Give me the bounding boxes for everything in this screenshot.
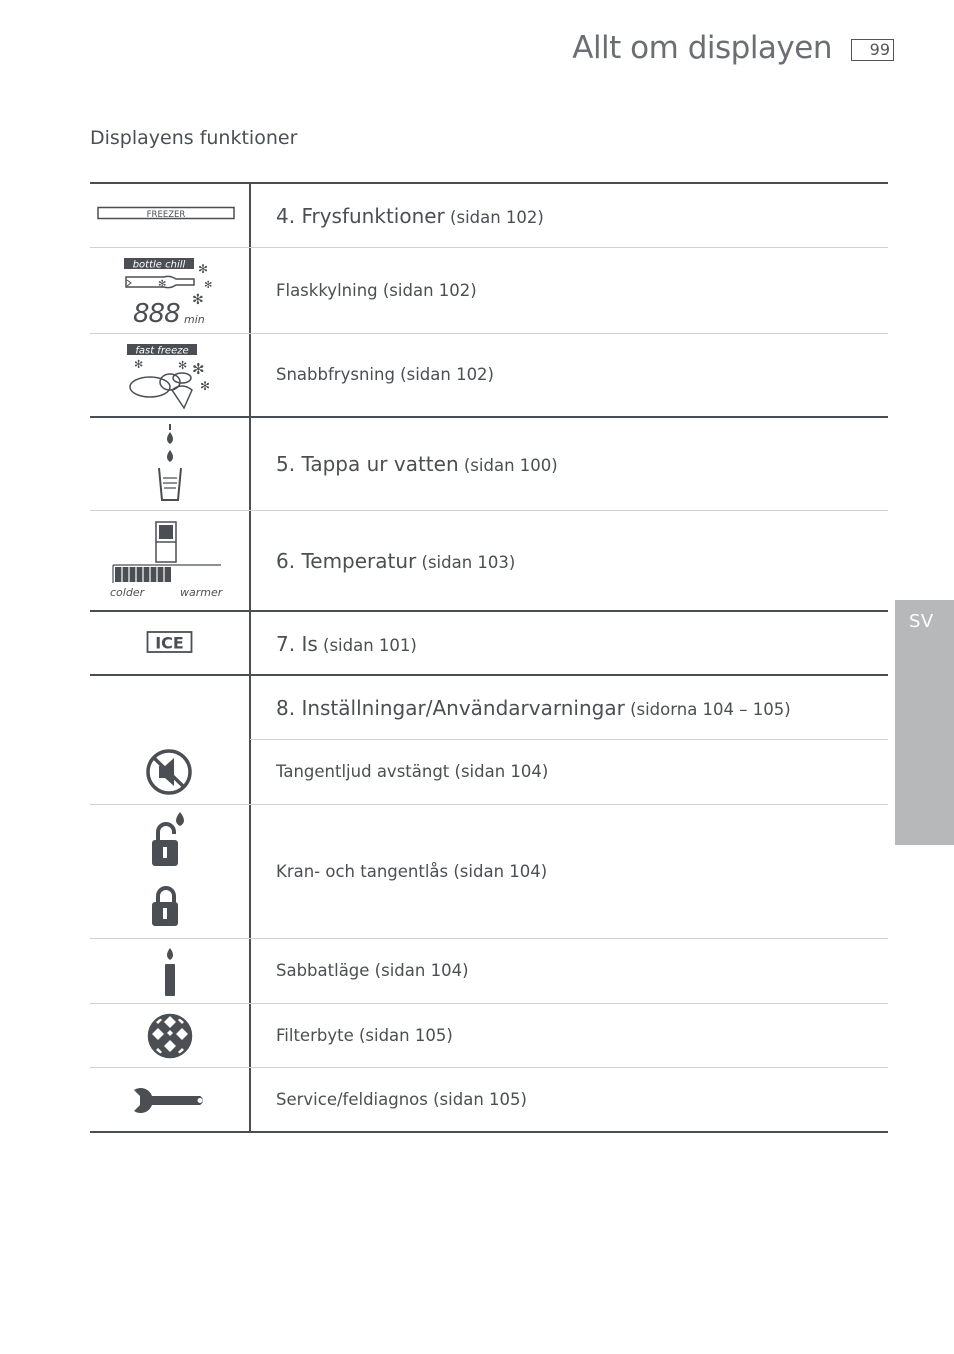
temperature-warmer-label: warmer bbox=[180, 586, 223, 599]
temperature-icon bbox=[106, 518, 236, 602]
bottle-chill-digits: 888 bbox=[133, 299, 180, 328]
bottle-chill-label: bottle chill bbox=[132, 259, 186, 271]
row-title: 6. Temperatur bbox=[276, 549, 417, 573]
row-ref: (sidan 100) bbox=[463, 456, 558, 475]
table-row bbox=[276, 961, 469, 980]
svg-text:✻: ✻ bbox=[192, 292, 204, 308]
ice-label: ICE bbox=[155, 633, 184, 653]
table-row bbox=[276, 1026, 453, 1045]
table-rule bbox=[90, 610, 888, 612]
table-rule bbox=[90, 1131, 888, 1133]
svg-text:✻: ✻ bbox=[178, 359, 188, 372]
table-rule bbox=[90, 674, 888, 676]
row-ref: Service/feldiagnos (sidan 105) bbox=[276, 1090, 527, 1109]
row-ref: (sidan 101) bbox=[323, 636, 417, 655]
fast-freeze-icon bbox=[124, 342, 220, 412]
svg-text:✻: ✻ bbox=[204, 280, 213, 291]
table-row bbox=[276, 452, 558, 476]
svg-text:✻: ✻ bbox=[200, 379, 211, 393]
table-rule bbox=[90, 804, 888, 805]
table-rule bbox=[90, 1003, 888, 1004]
freezer-label-icon bbox=[97, 206, 237, 222]
table-divider-vertical bbox=[249, 183, 251, 1132]
table-row bbox=[276, 862, 547, 881]
language-tab-label: SV bbox=[909, 611, 934, 632]
water-dispense-icon bbox=[154, 422, 186, 504]
ice-icon bbox=[146, 630, 194, 656]
page-title: Allt om displayen bbox=[572, 30, 832, 66]
bottle-chill-icon bbox=[120, 256, 220, 328]
table-row bbox=[276, 549, 515, 573]
table-row bbox=[276, 365, 494, 384]
section-title: Displayens funktioner bbox=[90, 127, 298, 149]
row-ref: Filterbyte (sidan 105) bbox=[276, 1026, 453, 1045]
row-ref: Kran- och tangentlås (sidan 104) bbox=[276, 862, 548, 881]
table-row bbox=[276, 696, 791, 720]
table-row bbox=[276, 204, 544, 228]
table-row bbox=[276, 762, 548, 781]
table-rule bbox=[90, 1067, 888, 1068]
table-rule bbox=[90, 247, 888, 248]
filter-icon bbox=[146, 1012, 194, 1060]
table-row bbox=[276, 632, 417, 656]
table-rule bbox=[250, 739, 888, 740]
svg-text:✻: ✻ bbox=[158, 279, 167, 290]
table-rule bbox=[90, 182, 888, 184]
language-tab bbox=[895, 600, 954, 845]
wrench-icon bbox=[130, 1086, 210, 1114]
row-ref: (sidan 102) bbox=[450, 208, 544, 227]
temperature-colder-label: colder bbox=[110, 586, 145, 599]
freezer-label-text: FREEZER bbox=[146, 210, 186, 220]
row-ref: Snabbfrysning (sidan 102) bbox=[276, 365, 494, 384]
row-title: 5. Tappa ur vatten bbox=[276, 452, 459, 476]
row-title: 4. Frysfunktioner bbox=[276, 204, 445, 228]
svg-text:✻: ✻ bbox=[192, 360, 205, 378]
lock-icon bbox=[148, 810, 192, 930]
row-ref: (sidorna 104 – 105) bbox=[630, 700, 791, 719]
table-rule bbox=[90, 416, 888, 418]
page-number: 99 bbox=[851, 39, 894, 61]
table-row bbox=[276, 1090, 527, 1109]
bottle-chill-unit: min bbox=[184, 313, 205, 326]
table-rule bbox=[90, 938, 888, 939]
svg-text:✻: ✻ bbox=[198, 262, 209, 276]
row-ref: Sabbatläge (sidan 104) bbox=[276, 961, 469, 980]
table-rule bbox=[90, 510, 888, 511]
row-ref: Flaskkylning (sidan 102) bbox=[276, 281, 477, 300]
table-rule bbox=[90, 333, 888, 334]
fast-freeze-label: fast freeze bbox=[135, 345, 189, 357]
sound-off-icon bbox=[144, 748, 196, 798]
row-ref: Tangentljud avstängt (sidan 104) bbox=[276, 762, 549, 781]
candle-icon bbox=[160, 946, 182, 1000]
svg-text:✻: ✻ bbox=[134, 358, 144, 371]
row-ref: (sidan 103) bbox=[421, 553, 516, 572]
row-title: 7. Is bbox=[276, 632, 318, 656]
table-row bbox=[276, 281, 477, 300]
row-title: 8. Inställningar/Användarvarningar bbox=[276, 696, 625, 720]
